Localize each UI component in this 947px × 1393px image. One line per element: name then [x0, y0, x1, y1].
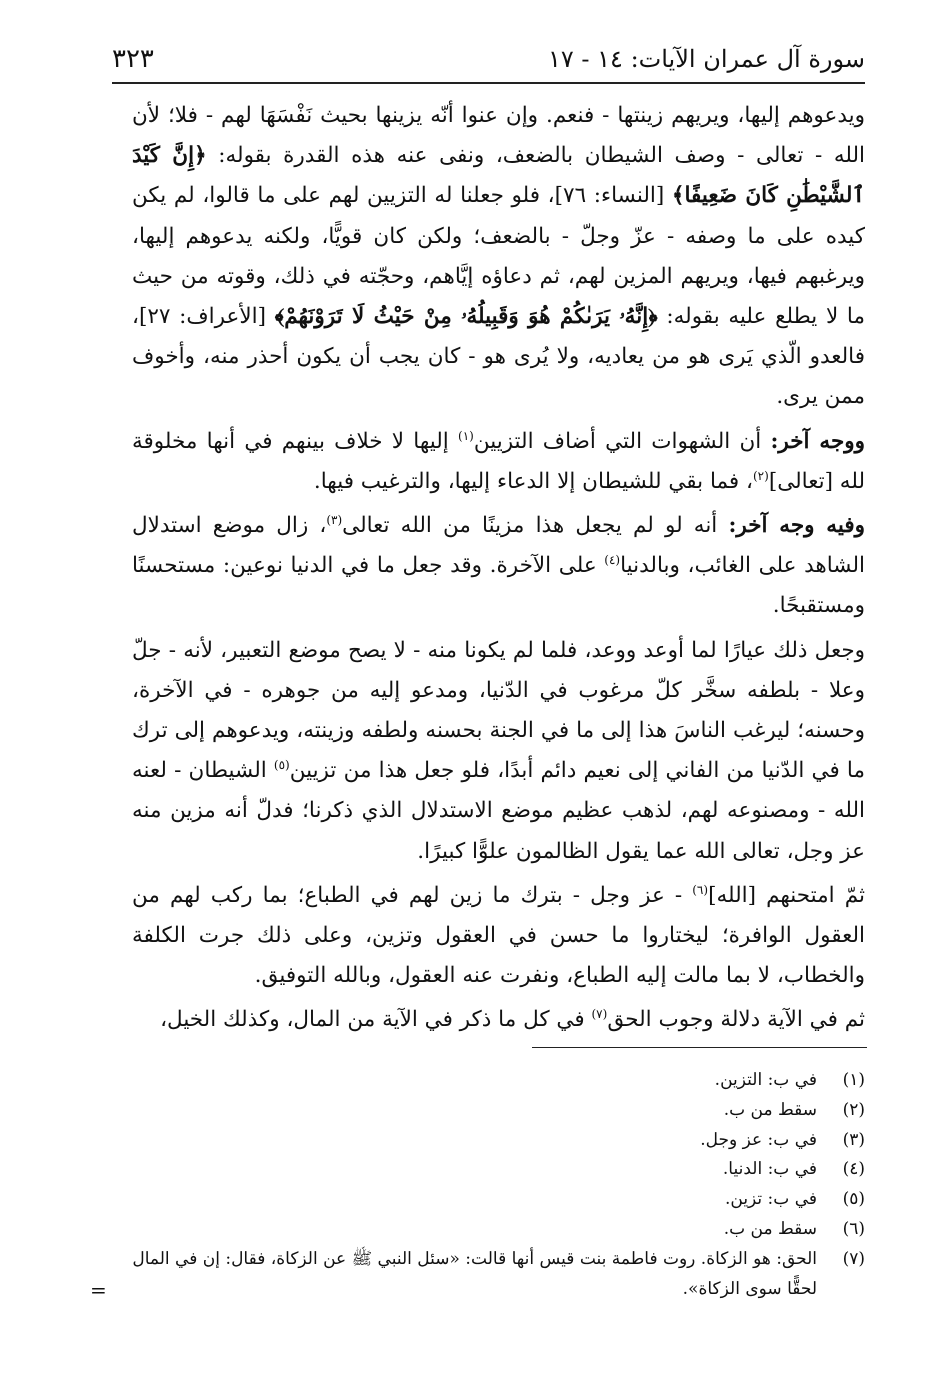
- footnote-marker: (٧): [591, 1007, 608, 1022]
- footnote-number: (١): [842, 1070, 865, 1090]
- footnote: [132, 1096, 865, 1126]
- paragraph: [132, 631, 865, 872]
- paragraph: [132, 506, 865, 627]
- footnote-divider: [532, 1047, 867, 1048]
- text-run: وجعل ذلك عيارًا لما أوعد ووعد، فلما لم يكونا منه - لا يصح موضع التعبير، لأنه - جلّ وعلا - بلطفه سخَّر كلّ مرغوب في الدّنيا، ومدعو إليه من جوهره - في الآخرة، وحسنه؛ ليرغب الناسَ هذا إلى ما في الجنة بحسنه ولطفه وزينته، ويدعوهم إلى ترك ما في الدّنيا من الفاني إلى نعيم دائم أبدًا، فلو جعل هذا من تزيين: [132, 637, 865, 784]
- paragraph: [132, 96, 865, 418]
- footnote-text: سقط من ب.: [723, 1218, 817, 1239]
- text-run: على الآخرة. وقد جعل ما في الدنيا نوعين: مستحسنًا ومستقبحًا.: [132, 553, 865, 619]
- running-header: [112, 36, 865, 84]
- page-number: ٣٢٣: [112, 44, 154, 74]
- text-run: الشيطان - لعنه الله - ومصنوعه لهم، لذهب عظيم موضع الاستدلال الذي ذكرنا؛ فدلّ أنه مزين منه عز وجل، تعالى الله عما يقول الظالمون علوًّا كبيرًا.: [132, 758, 865, 864]
- footnote-number: (٣): [842, 1129, 865, 1150]
- footnote: [132, 1066, 865, 1096]
- paragraph-lead: وفيه وجه آخر:: [728, 513, 865, 539]
- paragraph: [132, 422, 865, 502]
- paragraph-lead: ووجه آخر:: [770, 428, 866, 454]
- text-run: - عز وجل - بترك ما زين لهم في الطباع؛ بما ركب لهم من العقول الوافرة؛ ليختاروا ما حسن في العقول وتزين، وعلى ذلك جرت الكلفة والخطاب، لا بما مالت إليه الطباع، ونفرت عنه العقول، وبالله التوفيق.: [132, 882, 865, 989]
- footnote-number: (٤): [842, 1159, 865, 1180]
- footnote-marker: (٢): [752, 468, 769, 483]
- footnote-text: الحق: هو الزكاة. روت فاطمة بنت قيس أنها قالت: «سئل النبي ﷺ عن الزكاة، فقال: إن في المال لحقًّا سوى الزكاة».: [132, 1248, 817, 1299]
- footnote-text: في ب: الدنيا.: [722, 1159, 817, 1180]
- footnote-number: (٧): [842, 1248, 865, 1269]
- quran-verse: ﴿إِنَّ كَيْدَ ٱلشَّيْطَٰنِ كَانَ ضَعِيفًا﴾: [132, 143, 866, 209]
- text-run: في كل ما ذكر في الآية من المال، وكذلك الخيل،: [160, 1007, 592, 1033]
- footnote: [132, 1155, 865, 1185]
- text-run: أن الشهوات التي أضاف التزيين: [473, 428, 771, 454]
- footnote: [132, 1215, 865, 1245]
- margin-mark: =: [90, 1278, 107, 1302]
- footnote-marker: (٣): [326, 512, 343, 527]
- footnote-marker: (٥): [273, 758, 290, 773]
- footnote-number: (٢): [842, 1099, 865, 1120]
- text-run: ثمّ امتحنهم [الله]: [708, 882, 866, 908]
- footnote-number: (٦): [842, 1218, 865, 1239]
- text-run: ثم في الآية دلالة وجوب الحق: [607, 1007, 865, 1033]
- footnote-marker: (٦): [692, 882, 709, 897]
- text-run: ، زال موضع استدلال الشاهد على الغائب، وبالدنيا: [132, 513, 865, 579]
- footnote-text: سقط من ب.: [723, 1099, 817, 1120]
- footnote: [132, 1245, 865, 1305]
- header-title: سورة آل عمران الآيات: ١٤ - ١٧: [548, 45, 865, 73]
- footnote-marker: (٤): [604, 553, 621, 568]
- text-run: إليها لا خلاف بينهم في أنها مخلوقة لله [تعالى]: [132, 428, 865, 494]
- text-run: [الأعراف: ٢٧]، فالعدو الّذي يَرى هو من يعاديه، ولا يُرى هو - كان يجب أن يكون أحذر منه، وأخوف ممن يرى.: [132, 304, 865, 410]
- text-run: [النساء: ٧٦]، فلو جعلنا له التزيين لهم على ما قالوا، لم يكن كيده على ما وصفه - عزّ وجلّ - بالضعف؛ ولكن كان قويًّا، ولكنه يدعوهم إليها، ويرغبهم فيها، ويريهم المزين لهم، ثم دعاؤه إيَّاهم، وحجّته في ذلك، وقوته من حيث ما لا يطلع عليه بقوله:: [132, 183, 866, 330]
- footnote-marker: (١): [458, 428, 474, 443]
- footnote: [132, 1126, 865, 1156]
- body-text: [132, 96, 865, 1041]
- footnote-number: (٥): [842, 1189, 865, 1210]
- quran-verse: ﴿إِنَّهُۥ يَرَىٰكُمْ هُوَ وَقَبِيلُهُۥ مِنْ حَيْثُ لَا تَرَوْنَهُمْ﴾: [274, 304, 658, 330]
- paragraph: [132, 876, 865, 997]
- paragraph: [132, 1000, 865, 1040]
- footnote-text: في ب: التزين.: [714, 1070, 817, 1090]
- footnote-text: في ب: عز وجل.: [700, 1129, 817, 1150]
- footnote-text: في ب: تزين.: [724, 1189, 817, 1210]
- text-run: أنه لو لم يجعل هذا مزينًا من الله تعالى: [342, 513, 729, 539]
- text-run: ويدعوهم إليها، ويريهم زينتها - فنعم. وإن عنوا أنّه يزينها بحيث نَفْسَهَا لهم - فلا؛ لأن الله - تعالى - وصف الشيطان بالضعف، ونفى عنه هذه القدرة بقوله:: [132, 103, 865, 169]
- text-run: ، فما بقي للشيطان إلا الدعاء إليها، والترغيب فيها.: [313, 468, 753, 494]
- footnote: [132, 1185, 865, 1215]
- footnotes: [132, 1066, 865, 1304]
